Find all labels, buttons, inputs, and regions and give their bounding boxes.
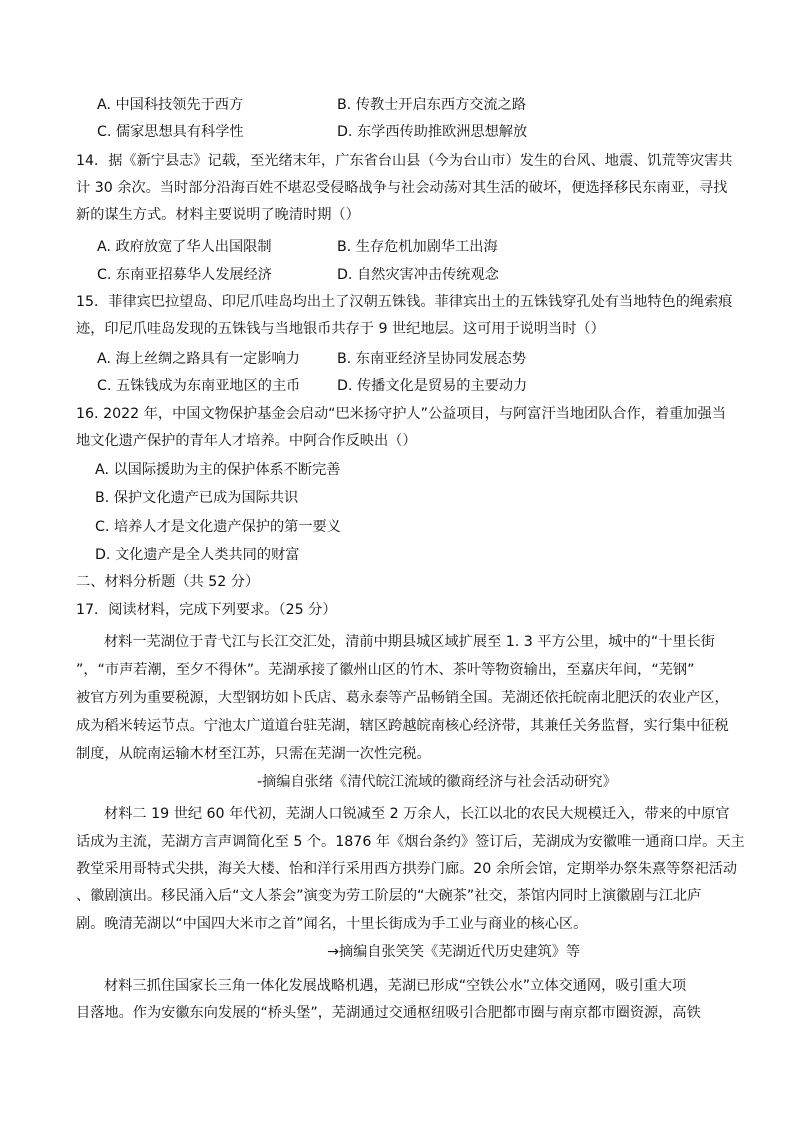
q14-option-b: B. 生存危机加剧华工出海	[337, 239, 498, 255]
q17-material2-line-1: 材料二 19 世纪 60 年代初，芜湖人口锐减至 2 万余人，长江以北的农民大规模迁入，带来的中原官	[104, 806, 730, 822]
q14-stem-line-3: 新的谋生方式。材料主要说明了晚清时期（）	[76, 207, 360, 223]
q17-source-1: -摘编自张绪《清代皖江流域的徽商经济与社会活动研究》	[257, 774, 617, 790]
q17-material2-line-4: 、徽剧演出。移民涌入后“文人茶会”演变为劳工阶层的“大碗茶”社交，茶馆内同时上演徽剧与江北庐	[76, 888, 702, 904]
q16-option-a: A. 以国际援助为主的保护体系不断完善	[95, 462, 341, 478]
q14-option-a: A. 政府放宽了华人出国限制	[97, 239, 272, 255]
q17-material2-line-3: 教堂采用哥特式尖拱，海关大楼、怡和洋行采用西方拱券门廊。20 余所会馆，定期举办祭朱熹等祭祀活动	[76, 861, 738, 877]
q14-stem-line-2: 计 30 余次。当时部分沿海百姓不堪忍受侵略战争与社会动荡对其生活的破坏，便选择移民东南亚，寻找	[76, 180, 728, 196]
q17-material1-line-2: ”，“市声若潮，至夕不得休”。芜湖承接了徽州山区的竹木、茶叶等物资输出，至嘉庆年间，“芜钢”	[76, 662, 695, 678]
q15-stem-line-2: 迹，印尼爪哇岛发现的五铢钱与当地银币共存于 9 世纪地层。这可用于说明当时（）	[76, 321, 605, 337]
q13-option-d: D. 东学西传助推欧洲思想解放	[337, 124, 528, 140]
q17-stem: 17．阅读材料，完成下列要求。（25 分）	[76, 602, 337, 618]
q13-option-b: B. 传教士开启东西方交流之路	[337, 97, 527, 113]
q17-material3-line-1: 材料三抓住国家长三角一体化发展战略机遇，芜湖已形成“空铁公水”立体交通网，吸引重大项	[104, 978, 687, 994]
q15-option-c: C. 五铢钱成为东南亚地区的主币	[97, 378, 301, 394]
q17-material2-line-5: 剧。晚清芜湖以“中国四大米市之首”闻名，十里长街成为手工业与商业的核心区。	[76, 916, 588, 932]
q16-stem-line-1: 16. 2022 年，中国文物保护基金会启动“巴米扬守护人”公益项目，与阿富汗当地团队合作，着重加强当	[76, 406, 726, 422]
q15-option-b: B. 东南亚经济呈协同发展态势	[337, 351, 527, 367]
q17-material3-line-2: 目落地。作为安徽东向发展的“桥头堡”，芜湖通过交通枢纽吸引合肥都市圈与南京都市圈资源，高铁	[76, 1005, 701, 1021]
q13-option-a: A. 中国科技领先于西方	[97, 97, 244, 113]
q17-material1-line-3: 被官方列为重要税源，大型钢坊如卜氏店、葛永泰等产品畅销全国。芜湖还依托皖南北肥沃的农业产区，	[76, 690, 729, 706]
q14-stem-line-1: 14．据《新宁县志》记载，至光绪末年，广东省台山县（今为台山市）发生的台风、地震、饥荒等灾害共	[76, 153, 733, 169]
section-2-title: 二、材料分析题（共 52 分）	[76, 574, 260, 590]
q15-stem-line-1: 15．菲律宾巴拉望岛、印尼爪哇岛均出土了汉朝五铢钱。菲律宾出土的五铢钱穿孔处有当地特色的绳索痕	[76, 294, 733, 310]
q13-option-c: C. 儒家思想具有科学性	[97, 124, 244, 140]
q17-source-2: →摘编自张笑笑《芜湖近代历史建筑》等	[327, 944, 581, 960]
q16-option-d: D. 文化遗产是全人类共同的财富	[95, 547, 300, 563]
q15-option-d: D. 传播文化是贸易的主要动力	[337, 378, 528, 394]
q14-option-d: D. 自然灾害冲击传统观念	[337, 267, 499, 283]
q17-material2-line-2: 话成为主流，芜湖方言声调简化至 5 个。1876 年《烟台条约》签订后，芜湖成为安徽唯一通商口岸。天主	[76, 834, 745, 850]
q16-option-b: B. 保护文化遗产已成为国际共识	[95, 490, 299, 506]
q17-material1-line-4: 成为稻米转运节点。宁池太广道道台驻芜湖，辖区跨越皖南核心经济带，其兼任关务监督，实行集中征税	[76, 718, 729, 734]
q17-material1-line-1: 材料一芜湖位于青弋江与长江交汇处，清前中期县城区域扩展至 1. 3 平方公里，城中的“十里长街	[104, 634, 715, 650]
q16-stem-line-2: 地文化遗产保护的青年人才培养。中阿合作反映出（）	[76, 433, 417, 449]
q15-option-a: A. 海上丝绸之路具有一定影响力	[97, 351, 300, 367]
q14-option-c: C. 东南亚招募华人发展经济	[97, 267, 272, 283]
q17-material1-line-5: 制度，从皖南运输木材至江苏，只需在芜湖一次性完税。	[76, 746, 431, 762]
q16-option-c: C. 培养人才是文化遗产保护的第一要义	[95, 519, 341, 535]
